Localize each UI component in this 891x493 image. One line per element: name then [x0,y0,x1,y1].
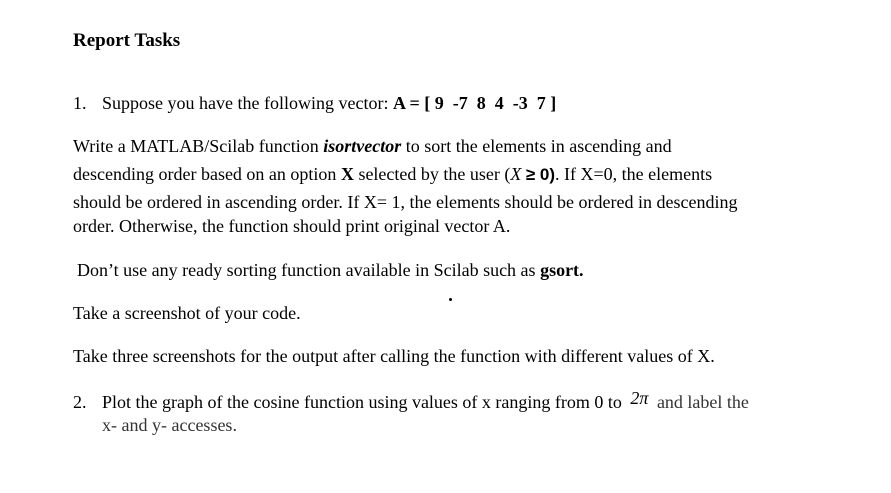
task-2-text: and label the [652,392,749,412]
screenshot-output-line: Take three screenshots for the output after calling the function with different values of X. [73,346,715,366]
task-1-text: Suppose you have the following vector: [102,93,393,113]
gsort-name: gsort. [540,260,584,280]
condition-value: ≥ 0) [525,165,556,184]
paragraph-line-2 [73,163,712,186]
stray-dot [449,298,452,301]
task-1-vector: A = [ 9 -7 8 4 -3 7 ] [392,93,557,113]
task-2-text: Plot the graph of the cosine function using values of x ranging from 0 to [102,392,627,412]
paragraph-text: descending order based on an option [73,164,341,184]
two-pi: 2π [630,388,649,408]
note-text: Don’t use any ready sorting function available in Scilab such as [77,260,541,280]
function-name: isortvector [323,136,402,156]
paragraph-text: selected by the user ( [353,164,511,184]
report-title: Report Tasks [73,30,181,51]
paragraph-text: Write a MATLAB/Scilab function [73,136,324,156]
screenshot-code-line: Take a screenshot of your code. [73,303,301,323]
option-x: X [340,164,354,184]
task-1-number: 1. [73,93,87,113]
task-1 [73,92,556,114]
condition-variable: X [510,164,526,184]
paragraph-line-1 [73,135,672,157]
task-2-line-1 [73,388,749,413]
paragraph-text: . If X=0, the elements [555,164,713,184]
task-2-number: 2. [73,392,87,412]
paragraph-text: to sort the elements in ascending and [401,136,672,156]
note-line [77,259,584,281]
paragraph-line-4: order. Otherwise, the function should print original vector A. [73,216,511,236]
task-2-line-2: x- and y- accesses. [102,415,237,435]
paragraph-line-3: should be ordered in ascending order. If X= 1, the elements should be ordered in descending [73,192,738,212]
